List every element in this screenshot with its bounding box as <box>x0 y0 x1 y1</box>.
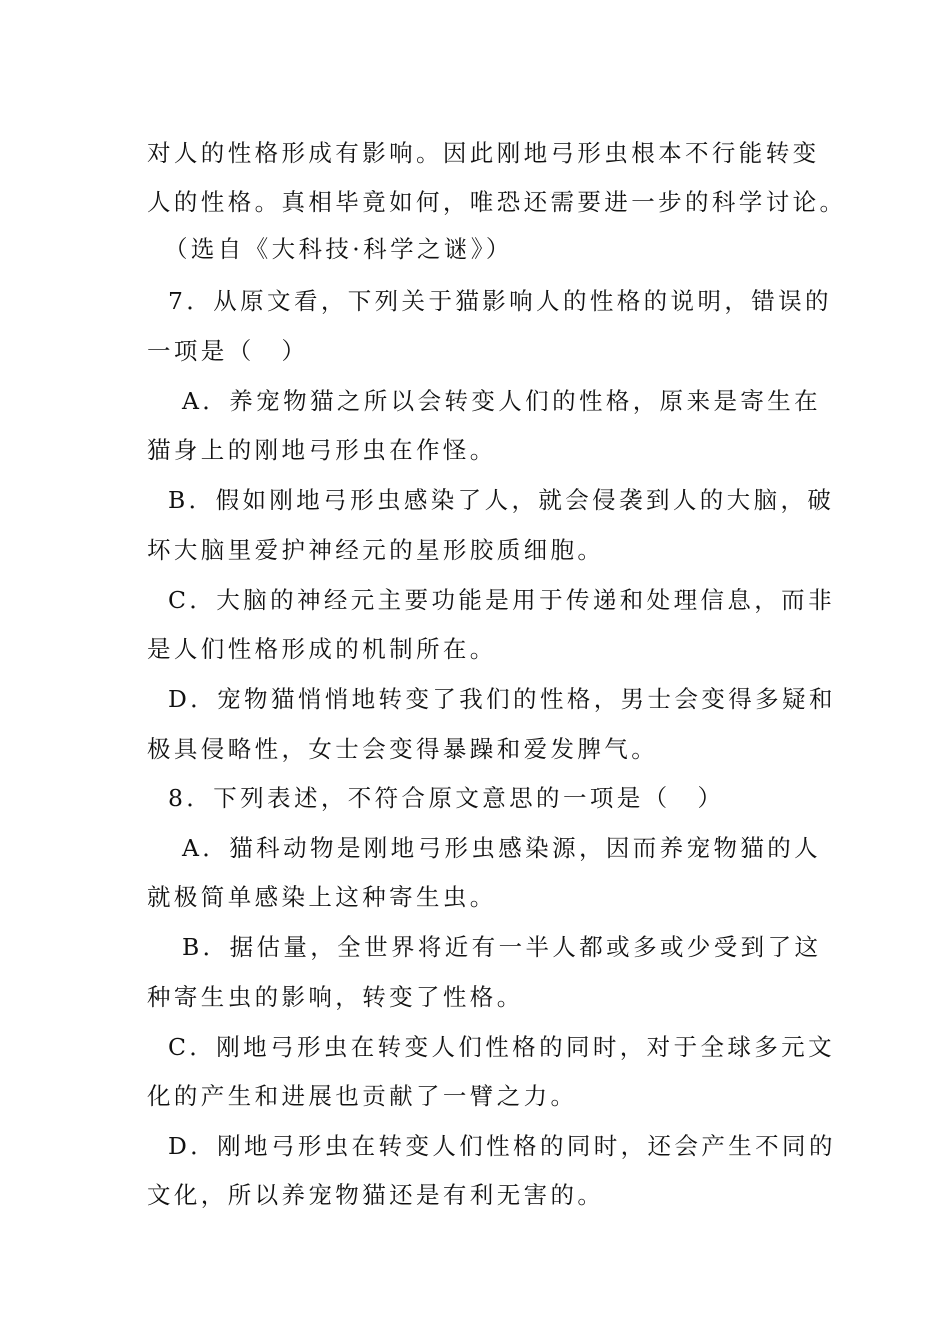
question-7-option-b: B．假如刚地弓形虫感染了人，就会侵袭到人的大脑，破 <box>168 486 835 514</box>
source-citation: （选自《大科技·科学之谜》） <box>164 235 513 263</box>
question-8-option-a-cont: 就极简单感染上这种寄生虫。 <box>147 883 497 911</box>
question-8-option-a: A．猫科动物是刚地弓形虫感染源，因而养宠物猫的人 <box>182 834 822 862</box>
question-8-option-d-cont: 文化，所以养宠物猫还是有利无害的。 <box>147 1181 605 1209</box>
passage-line-2: 人的性格。真相毕竟如何，唯恐还需要进一步的科学讨论。 <box>147 188 847 216</box>
question-8-option-c-cont: 化的产生和进展也贡献了一臂之力。 <box>147 1082 578 1110</box>
question-7-option-a: A．养宠物猫之所以会转变人们的性格，原来是寄生在 <box>182 387 822 415</box>
question-8-option-b: B．据估量，全世界将近有一半人都或多或少受到了这 <box>182 933 822 961</box>
question-8-option-d: D．刚地弓形虫在转变人们性格的同时，还会产生不同的 <box>168 1132 836 1160</box>
question-7-option-a-cont: 猫身上的刚地弓形虫在作怪。 <box>147 436 497 464</box>
question-7-option-d-cont: 极具侵略性，女士会变得暴躁和爱发脾气。 <box>147 735 659 763</box>
passage-line-1: 对人的性格形成有影响。因此刚地弓形虫根本不行能转变 <box>147 139 820 167</box>
question-7-option-b-cont: 坏大脑里爱护神经元的星形胶质细胞。 <box>147 536 605 564</box>
question-7-stem: 7．从原文看，下列关于猫影响人的性格的说明，错误的 <box>168 287 832 315</box>
question-8-option-b-cont: 种寄生虫的影响，转变了性格。 <box>147 983 524 1011</box>
question-8-stem: 8．下列表述，不符合原文意思的一项是（ ） <box>168 784 725 812</box>
question-7-option-c: C．大脑的神经元主要功能是用于传递和处理信息，而非 <box>168 586 835 614</box>
question-7-stem-cont: 一项是（ ） <box>147 337 309 365</box>
question-8-option-c: C．刚地弓形虫在转变人们性格的同时，对于全球多元文 <box>168 1033 835 1061</box>
question-7-option-d: D．宠物猫悄悄地转变了我们的性格，男士会变得多疑和 <box>168 685 836 713</box>
question-7-option-c-cont: 是人们性格形成的机制所在。 <box>147 635 497 663</box>
